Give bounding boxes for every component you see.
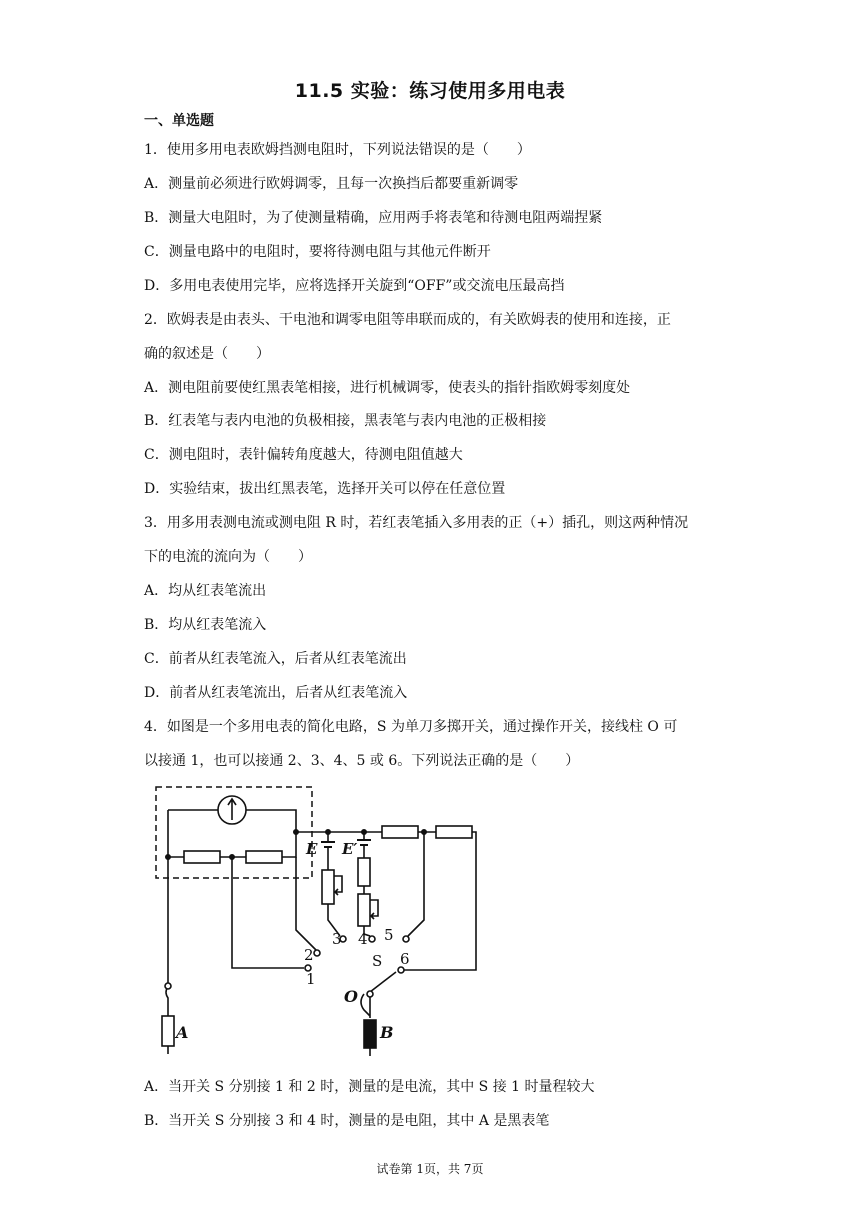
question-1-option-d: D．多用电表使用完毕，应将选择开关旋到“OFF”或交流电压最高挡: [144, 278, 565, 294]
label-e: E: [306, 840, 318, 858]
rheostat-2: [358, 894, 370, 926]
shunt-resistor-2: [246, 851, 282, 863]
shunt-resistor-1: [184, 851, 220, 863]
label-a: A: [176, 1023, 189, 1042]
question-2-stem-line2: 确的叙述是（ ）: [144, 346, 270, 362]
question-3-stem-line1: 3．用多用表测电流或测电阻 R 时，若红表笔插入多用表的正（+）插孔，则这两种情况: [144, 515, 689, 531]
question-3-option-d: D．前者从红表笔流出，后者从红表笔流入: [144, 685, 408, 701]
question-2-option-c: C．测电阻时，表针偏转角度越大，待测电阻值越大: [144, 447, 463, 463]
label-5: 5: [384, 926, 394, 944]
label-b: B: [380, 1023, 394, 1042]
question-4-option-a: A．当开关 S 分别接 1 和 2 时，测量的是电流，其中 S 接 1 时量程较大: [144, 1079, 595, 1095]
label-3: 3: [332, 930, 342, 948]
label-o: O: [344, 987, 358, 1006]
question-3-option-b: B．均从红表笔流入: [144, 617, 267, 633]
question-3-option-a: A．均从红表笔流出: [144, 583, 267, 599]
page-title: 11.5 实验：练习使用多用电表: [294, 80, 566, 102]
section-heading: 一、单选题: [144, 113, 214, 129]
question-3-stem-line2: 下的电流的流向为（ ）: [144, 549, 312, 565]
label-e-prime: E′: [342, 840, 358, 858]
battery-e-prime-icon: [357, 840, 371, 845]
series-resistor-2: [436, 826, 472, 838]
question-1-stem: 1．使用多用电表欧姆挡测电阻时，下列说法错误的是（ ）: [144, 142, 531, 158]
battery-e-icon: [321, 842, 335, 847]
question-4-stem-line2: 以接通 1，也可以接通 2、3、4、5 或 6。下列说法正确的是（ ）: [144, 753, 580, 769]
question-1-option-c: C．测量电路中的电阻时，要将待测电阻与其他元件断开: [144, 244, 491, 260]
question-4-stem-line1: 4．如图是一个多用电表的简化电路，S 为单刀多掷开关，通过操作开关，接线柱 O 可: [144, 719, 678, 735]
page-footer: 试卷第 1页，共 7页: [376, 1162, 484, 1176]
resistor-e-prime: [358, 858, 370, 886]
question-2-option-b: B．红表笔与表内电池的负极相接，黑表笔与表内电池的正极相接: [144, 413, 547, 429]
question-3-option-c: C．前者从红表笔流入，后者从红表笔流出: [144, 651, 407, 667]
question-2-stem-line1: 2．欧姆表是由表头、干电池和调零电阻等串联而成的，有关欧姆表的使用和连接，正: [144, 312, 671, 328]
label-2: 2: [304, 946, 314, 964]
label-6: 6: [400, 950, 410, 968]
question-4-option-b: B．当开关 S 分别接 3 和 4 时，测量的是电阻，其中 A 是黑表笔: [144, 1113, 550, 1129]
probe-b: [364, 1020, 376, 1048]
question-1-option-b: B．测量大电阻时，为了使测量精确，应用两手将表笔和待测电阻两端捏紧: [144, 210, 603, 226]
circuit-diagram: [146, 780, 486, 1060]
label-s: S: [372, 952, 383, 970]
label-1: 1: [306, 970, 316, 988]
rheostat-1: [322, 870, 334, 904]
label-4: 4: [358, 930, 368, 948]
question-1-option-a: A．测量前必须进行欧姆调零，且每一次换挡后都要重新调零: [144, 176, 519, 192]
question-2-option-d: D．实验结束，拔出红黑表笔，选择开关可以停在任意位置: [144, 481, 506, 497]
series-resistor-1: [382, 826, 418, 838]
probe-a: [162, 1016, 174, 1046]
question-2-option-a: A．测电阻前要使红黑表笔相接，进行机械调零，使表头的指针指欧姆零刻度处: [144, 380, 631, 396]
